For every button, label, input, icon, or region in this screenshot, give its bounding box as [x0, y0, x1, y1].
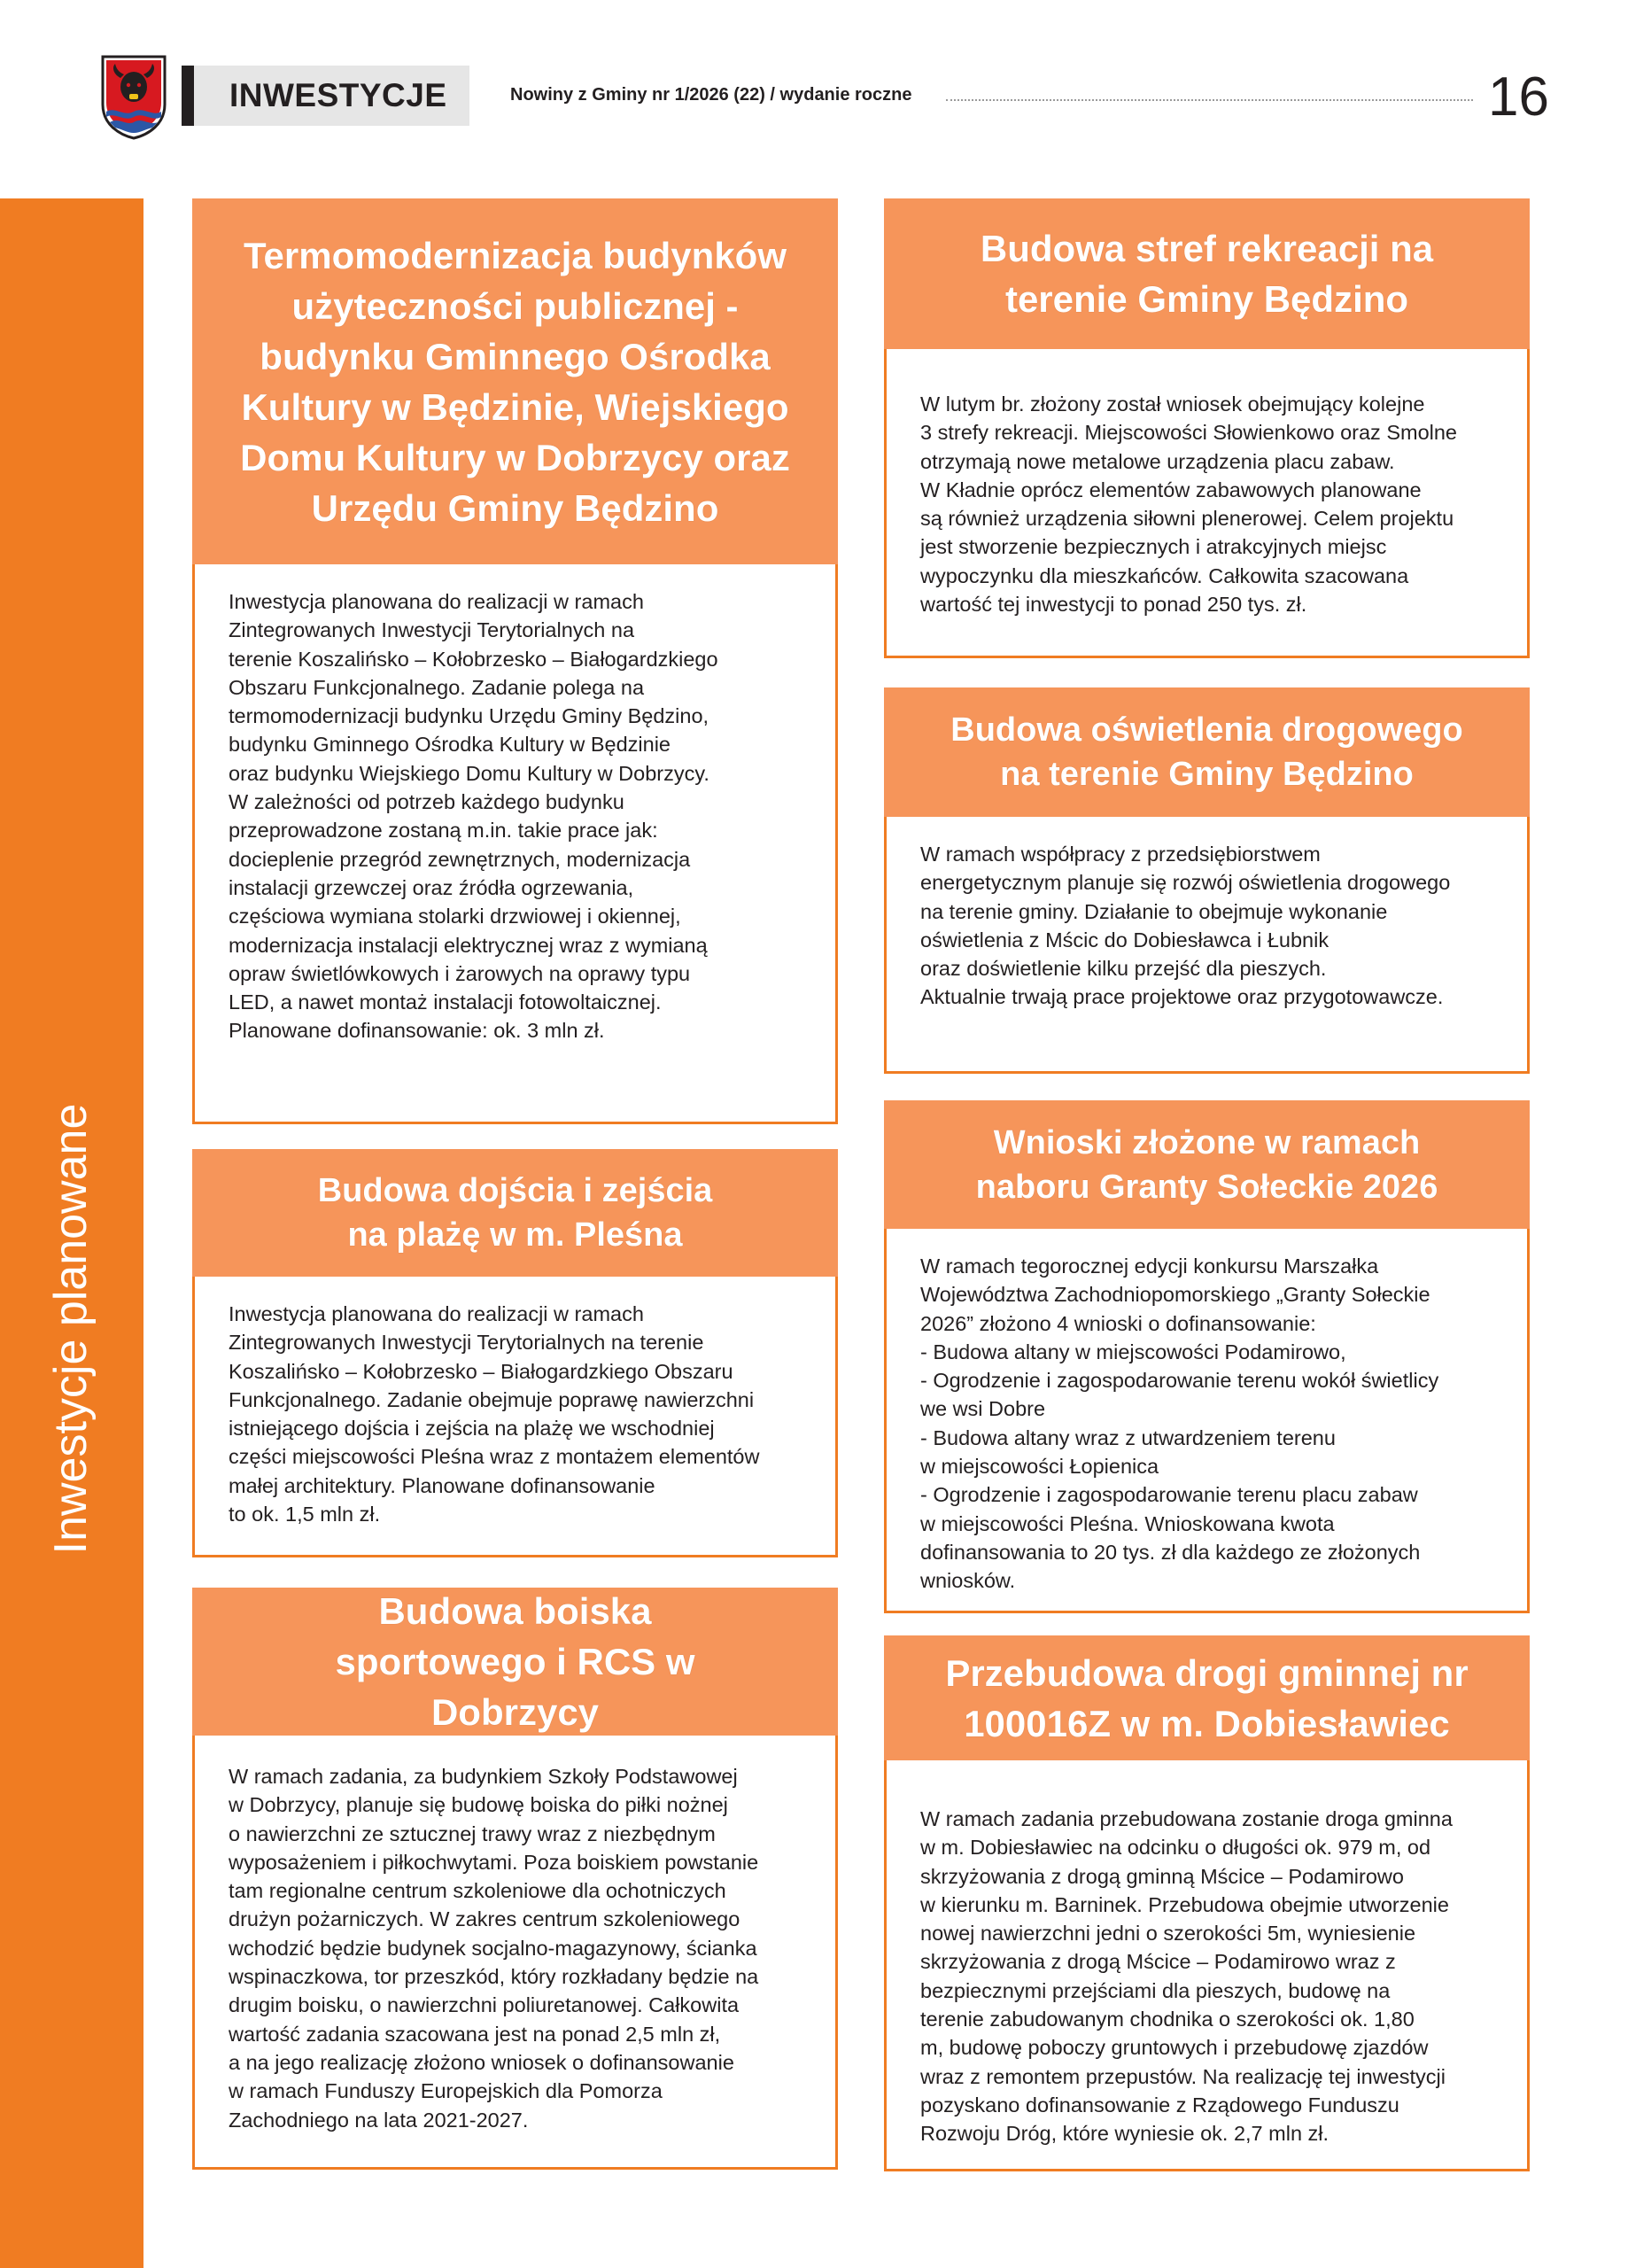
- card-title: Budowa boiska sportowego i RCS w Dobrzycy: [192, 1588, 838, 1736]
- card-body: Inwestycja planowana do realizacji w ramach Zintegrowanych Inwestycji Terytorialnych na terenie Koszalińsko – Kołobrzesko – Białogardzkiego Obszaru Funkcjonalnego. Zadanie polega na termomodernizacji budynku Urzędu Gminy Będzino, budynku Gminnego Ośrodka Kultury w Będzinie oraz budynku Wiejskiego Domu Kultury w Dobrzycy. W zależności od potrzeb każdego budynku przeprowadzone zostaną m.in. takie prace jak: docieplenie przegród zewnętrznych, modernizacja instalacji grzewczej oraz źródła ogrzewania, częściowa wymiana stolarki drzwiowej i okiennej, modernizacja instalacji elektrycznej wraz z wymianą opraw świetlówkowych i żarowych na oprawy typu LED, a nawet montaż instalacji fotowoltaicznej. Planowane dofinansowanie: ok. 3 mln zł.: [192, 564, 838, 1124]
- card-title: Budowa stref rekreacji na terenie Gminy Będzino: [884, 198, 1530, 349]
- municipality-crest-icon: [99, 53, 168, 140]
- card-przebudowa-drogi: [884, 1635, 1530, 2171]
- card-granty-soleckie: [884, 1100, 1530, 1613]
- card-title: Termomodernizacja budynków użyteczności publicznej - budynku Gminnego Ośrodka Kultury w Będzinie, Wiejskiego Domu Kultury w Dobrzycy oraz Urzędu Gminy Będzino: [192, 198, 838, 564]
- card-oswietlenie-drogowe: [884, 687, 1530, 1074]
- section-tab-edge: [182, 66, 194, 126]
- card-strefy-rekreacji: [884, 198, 1530, 658]
- card-title: Wnioski złożone w ramach naboru Granty Sołeckie 2026: [884, 1100, 1530, 1229]
- card-termomodernizacja: [192, 198, 838, 1124]
- issue-info: Nowiny z Gminy nr 1/2026 (22) / wydanie roczne: [510, 85, 912, 105]
- card-plaza-plesna: [192, 1149, 838, 1557]
- card-title: Budowa oświetlenia drogowego na terenie Gminy Będzino: [884, 687, 1530, 817]
- card-body: W ramach zadania, za budynkiem Szkoły Podstawowej w Dobrzycy, planuje się budowę boiska do piłki nożnej o nawierzchni ze sztucznej trawy wraz z niezbędnym wyposażeniem i piłkochwytami. Poza boiskiem powstanie tam regionalne centrum szkoleniowe dla ochotniczych drużyn pożarniczych. W zakres centrum szkoleniowego wchodzić będzie budynek socjalno-magazynowy, ścianka wspinaczkowa, tor przeszkód, który rozkładany będzie na drugim boisku, o nawierzchni poliuretanowej. Całkowita wartość zadania szacowana jest na ponad 2,5 mln zł, a na jego realizację złożono wniosek o dofinansowanie w ramach Funduszy Europejskich dla Pomorza Zachodniego na lata 2021-2027.: [192, 1736, 838, 2170]
- card-boisko-dobrzyca: [192, 1588, 838, 2170]
- card-body: W lutym br. złożony został wniosek obejmujący kolejne 3 strefy rekreacji. Miejscowości Słowienkowo oraz Smolne otrzymają nowe metalowe urządzenia placu zabaw. W Kładnie oprócz elementów zabawowych planowane są również urządzenia siłowni plenerowej. Celem projektu jest stworzenie bezpiecznych i atrakcyjnych miejsc wypoczynku dla mieszkańców. Całkowita szacowana wartość tej inwestycji to ponad 250 tys. zł.: [884, 349, 1530, 658]
- card-body: Inwestycja planowana do realizacji w ramach Zintegrowanych Inwestycji Terytorialnych na terenie Koszalińsko – Kołobrzesko – Białogardzkiego Obszaru Funkcjonalnego. Zadanie obejmuje poprawę nawierzchni istniejącego dojścia i zejścia na plażę we wschodniej części miejscowości Pleśna wraz z montażem elementów małej architektury. Planowane dofinansowanie to ok. 1,5 mln zł.: [192, 1277, 838, 1557]
- side-section-label: Inwestycje planowane: [45, 1103, 97, 1555]
- section-title: INWESTYCJE: [229, 77, 447, 113]
- section-tab: [182, 66, 469, 126]
- page-number: 16: [1488, 66, 1549, 128]
- card-body: W ramach współpracy z przedsiębiorstwem energetycznym planuje się rozwój oświetlenia drogowego na terenie gminy. Działanie to obejmuje wykonanie oświetlenia z Mścic do Dobiesławca i Łubnik oraz doświetlenie kilku przejść dla pieszych. Aktualnie trwają prace projektowe oraz przygotowawcze.: [884, 817, 1530, 1074]
- header-dotted-rule: [946, 99, 1473, 101]
- card-title: Przebudowa drogi gminnej nr 100016Z w m. Dobiesławiec: [884, 1635, 1530, 1760]
- card-title: Budowa dojścia i zejścia na plażę w m. Pleśna: [192, 1149, 838, 1277]
- card-body: W ramach zadania przebudowana zostanie droga gminna w m. Dobiesławiec na odcinku o długości ok. 979 m, od skrzyżowania z drogą gminną Mścice – Podamirowo w kierunku m. Barninek. Przebudowa obejmie utworzenie nowej nawierzchni jedni o szerokości 5m, wyniesienie skrzyżowania z drogą Mścice – Podamirowo wraz z bezpiecznymi przejściami dla pieszych, budowę na terenie zabudowanym chodnika o szerokości ok. 1,80 m, budowę poboczy gruntowych i przebudowę zjazdów wraz z remontem przepustów. Na realizację tej inwestycji pozyskano dofinansowanie z Rządowego Funduszu Rozwoju Dróg, które wyniesie ok. 2,7 mln zł.: [884, 1760, 1530, 2171]
- card-body: W ramach tegorocznej edycji konkursu Marszałka Województwa Zachodniopomorskiego „Granty Sołeckie 2026” złożono 4 wnioski o dofinansowanie: - Budowa altany w miejscowości Podamirowo, - Ogrodzenie i zagospodarowanie terenu wokół świetlicy we wsi Dobre - Budowa altany wraz z utwardzeniem terenu w miejscowości Łopienica - Ogrodzenie i zagospodarowanie terenu placu zabaw w miejscowości Pleśna. Wnioskowana kwota dofinansowania to 20 tys. zł dla każdego ze złożonych wniosków.: [884, 1229, 1530, 1613]
